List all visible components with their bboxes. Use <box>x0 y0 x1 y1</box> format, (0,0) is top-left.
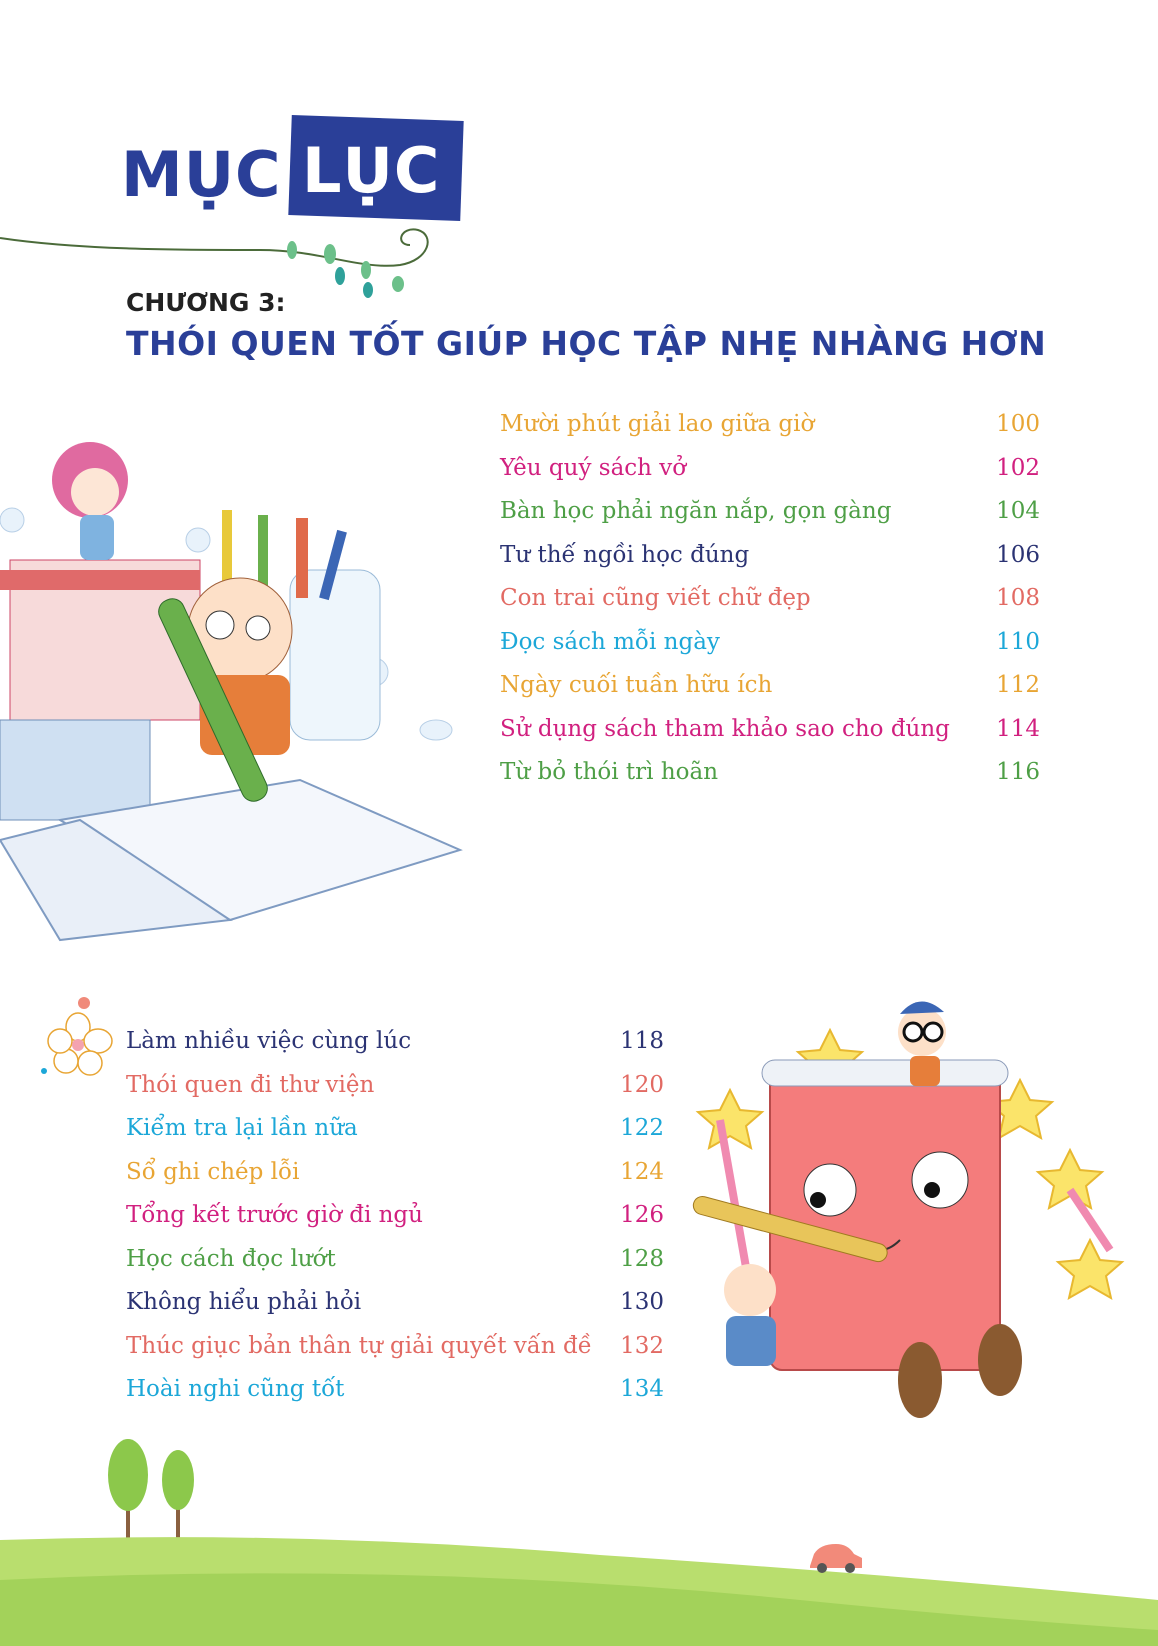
grass-ground <box>0 1530 1158 1646</box>
toc-entry[interactable] <box>126 1368 664 1412</box>
chapter-label: CHƯƠNG 3: <box>126 288 286 317</box>
toc-entry-page: 108 <box>996 585 1040 611</box>
toc-entry[interactable] <box>126 1238 664 1282</box>
toc-entry-page: 106 <box>996 541 1040 568</box>
toc-entry-page: 112 <box>996 672 1040 698</box>
toc-entry-title: Tổng kết trước giờ đi ngủ <box>126 1202 423 1228</box>
toc-entry-title: Ngày cuối tuần hữu ích <box>500 672 773 698</box>
toc-entry-page: 100 <box>996 411 1040 437</box>
toc-entry-title: Hoài nghi cũng tốt <box>126 1376 345 1402</box>
car-icon <box>806 1540 866 1576</box>
toc-list-right <box>500 403 1040 795</box>
notebook-character-illustration <box>670 990 1150 1430</box>
toc-entry-page: 116 <box>996 759 1040 785</box>
toc-entry[interactable] <box>126 1064 664 1108</box>
toc-entry-title: Thói quen đi thư viện <box>126 1071 375 1098</box>
kids-books-illustration <box>0 420 470 980</box>
toc-entry-page: 104 <box>996 498 1040 524</box>
page-title-part1: MỤC <box>121 138 282 211</box>
toc-entry-title: Con trai cũng viết chữ đẹp <box>500 585 811 611</box>
toc-entry-page: 126 <box>620 1202 664 1228</box>
toc-entry[interactable] <box>126 1107 664 1151</box>
toc-entry[interactable] <box>500 534 1040 578</box>
toc-entry[interactable] <box>500 490 1040 534</box>
toc-entry[interactable] <box>500 403 1040 447</box>
toc-entry-page: 122 <box>620 1115 664 1141</box>
toc-entry[interactable] <box>500 664 1040 708</box>
toc-entry[interactable] <box>126 1020 664 1064</box>
toc-entry-title: Học cách đọc lướt <box>126 1245 336 1272</box>
toc-entry-page: 124 <box>620 1158 664 1185</box>
toc-entry-page: 102 <box>996 454 1040 481</box>
page-title-part2: LỤC <box>302 134 441 207</box>
toc-entry[interactable] <box>126 1194 664 1238</box>
toc-entry-title: Từ bỏ thói trì hoãn <box>500 759 719 785</box>
toc-entry-page: 118 <box>620 1028 664 1054</box>
toc-entry-page: 114 <box>996 715 1040 742</box>
toc-entry[interactable] <box>126 1325 664 1369</box>
toc-list-left <box>126 1020 664 1412</box>
toc-entry-title: Thúc giục bản thân tự giải quyết vấn đề <box>126 1332 592 1359</box>
toc-entry-page: 132 <box>620 1332 664 1359</box>
toc-entry-title: Làm nhiều việc cùng lúc <box>126 1028 412 1054</box>
toc-entry-title: Mười phút giải lao giữa giờ <box>500 411 815 437</box>
toc-entry-title: Không hiểu phải hỏi <box>126 1289 362 1315</box>
toc-entry[interactable] <box>500 447 1040 491</box>
toc-entry[interactable] <box>500 751 1040 795</box>
toc-entry-title: Bàn học phải ngăn nắp, gọn gàng <box>500 498 892 524</box>
toc-entry[interactable] <box>500 621 1040 665</box>
toc-entry-title: Yêu quý sách vở <box>500 454 687 481</box>
toc-entry-title: Tư thế ngồi học đúng <box>500 541 750 568</box>
toc-entry-title: Sổ ghi chép lỗi <box>126 1158 300 1185</box>
toc-entry[interactable] <box>500 577 1040 621</box>
flower-icon <box>38 995 118 1085</box>
toc-entry[interactable] <box>126 1281 664 1325</box>
toc-entry-title: Đọc sách mỗi ngày <box>500 628 720 655</box>
toc-entry-page: 134 <box>620 1376 664 1402</box>
toc-entry-page: 130 <box>620 1289 664 1315</box>
toc-entry-page: 110 <box>996 628 1040 655</box>
toc-entry-page: 120 <box>620 1071 664 1098</box>
toc-entry-page: 128 <box>620 1245 664 1272</box>
toc-entry-title: Sử dụng sách tham khảo sao cho đúng <box>500 715 950 742</box>
toc-entry[interactable] <box>126 1151 664 1195</box>
toc-entry[interactable] <box>500 708 1040 752</box>
toc-entry-title: Kiểm tra lại lần nữa <box>126 1115 358 1141</box>
chapter-title: THÓI QUEN TỐT GIÚP HỌC TẬP NHẸ NHÀNG HƠN <box>126 324 1047 363</box>
